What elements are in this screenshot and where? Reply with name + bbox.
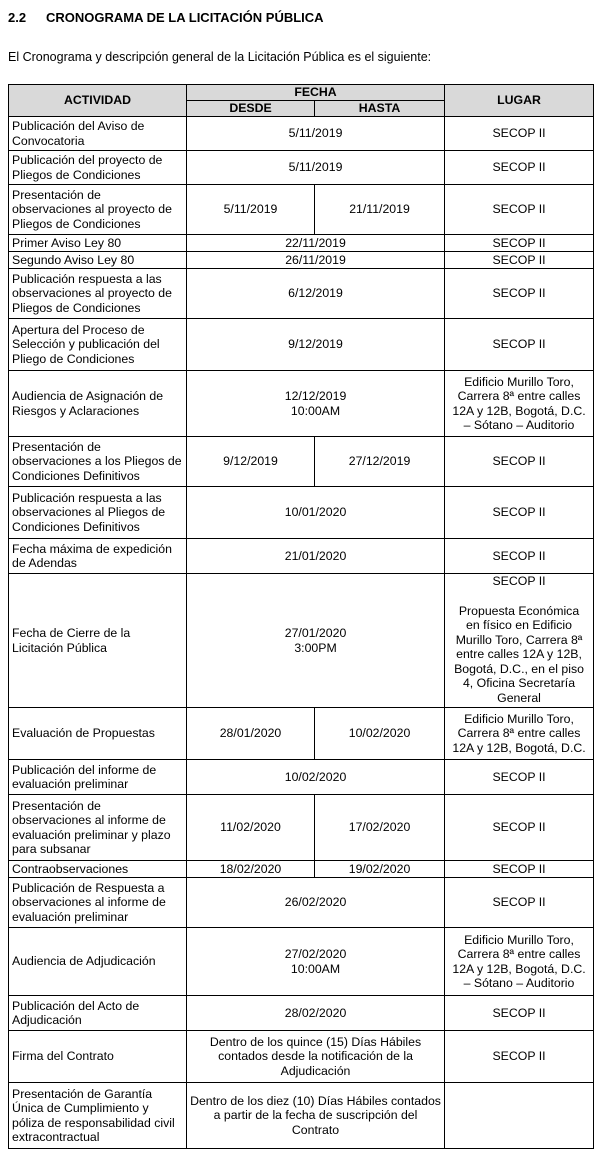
table-row xyxy=(9,1083,594,1149)
header-lugar: LUGAR xyxy=(445,85,594,117)
activity-cell: Firma del Contrato xyxy=(9,1031,187,1083)
activity-cell: Publicación del informe de evaluación preliminar xyxy=(9,760,187,795)
place-cell: SECOP II xyxy=(445,795,594,861)
place-cell: SECOP II xyxy=(445,151,594,185)
place-extra: Propuesta Económica en físico en Edificio Murillo Toro, Carrera 8ª entre calles 12A y 12B, Bogotá, D.C., en el piso 4, Oficina Secretaría General xyxy=(454,603,584,705)
activity-cell: Audiencia de Asignación de Riesgos y Aclaraciones xyxy=(9,371,187,437)
activity-cell: Publicación respuesta a las observaciones al proyecto de Pliegos de Condiciones xyxy=(9,269,187,319)
table-row xyxy=(9,437,594,487)
table-row xyxy=(9,760,594,795)
header-actividad: ACTIVIDAD xyxy=(9,85,187,117)
date-from-cell: 28/01/2020 xyxy=(187,708,315,760)
table-row xyxy=(9,928,594,996)
place-cell: SECOP II xyxy=(445,319,594,371)
date-cell: Dentro de los quince (15) Días Hábiles contados desde la notificación de la Adjudicación xyxy=(187,1031,445,1083)
place-cell: SECOP II xyxy=(445,1031,594,1083)
time-value: 10:00AM xyxy=(290,961,341,976)
activity-cell: Publicación respuesta a las observaciones al Pliegos de Condiciones Definitivos xyxy=(9,487,187,539)
time-value: 3:00PM xyxy=(294,640,337,655)
date-cell: 5/11/2019 xyxy=(187,151,445,185)
activity-cell: Publicación del Acto de Adjudicación xyxy=(9,996,187,1031)
activity-cell: Presentación de observaciones al informe de evaluación preliminar y plazo para subsanar xyxy=(9,795,187,861)
table-row xyxy=(9,574,594,708)
date-to-cell: 21/11/2019 xyxy=(315,185,445,235)
date-cell: Dentro de los diez (10) Días Hábiles contados a partir de la fecha de suscripción del Contrato xyxy=(187,1083,445,1149)
activity-cell: Contraobservaciones xyxy=(9,861,187,878)
date-to-cell: 17/02/2020 xyxy=(315,795,445,861)
activity-cell: Publicación del proyecto de Pliegos de Condiciones xyxy=(9,151,187,185)
place-cell: SECOP II xyxy=(445,861,594,878)
date-cell: 5/11/2019 xyxy=(187,117,445,151)
table-row xyxy=(9,487,594,539)
activity-cell: Presentación de observaciones al proyecto de Pliegos de Condiciones xyxy=(9,185,187,235)
activity-cell: Presentación de observaciones a los Pliegos de Condiciones Definitivos xyxy=(9,437,187,487)
place-cell: SECOP II xyxy=(445,235,594,252)
table-row xyxy=(9,252,594,269)
place-cell xyxy=(445,1083,594,1149)
date-cell: 9/12/2019 xyxy=(187,319,445,371)
table-row xyxy=(9,117,594,151)
time-value: 10:00AM xyxy=(290,403,341,418)
date-cell: 28/02/2020 xyxy=(187,996,445,1031)
date-time-cell xyxy=(187,574,445,708)
date-value: 27/02/2020 xyxy=(284,947,347,961)
date-cell: 10/02/2020 xyxy=(187,760,445,795)
place-cell: SECOP II xyxy=(445,760,594,795)
table-row xyxy=(9,371,594,437)
date-cell: 21/01/2020 xyxy=(187,539,445,574)
section-title: CRONOGRAMA DE LA LICITACIÓN PÚBLICA xyxy=(46,10,324,25)
table-row xyxy=(9,861,594,878)
table-row xyxy=(9,795,594,861)
place-cell: SECOP II xyxy=(445,269,594,319)
activity-cell: Fecha de Cierre de la Licitación Pública xyxy=(9,574,187,708)
table-row xyxy=(9,185,594,235)
date-from-cell: 11/02/2020 xyxy=(187,795,315,861)
table-row xyxy=(9,878,594,928)
date-from-cell: 9/12/2019 xyxy=(187,437,315,487)
table-row xyxy=(9,539,594,574)
header-hasta: HASTA xyxy=(315,101,445,117)
date-value: 27/01/2020 xyxy=(284,626,347,640)
place-cell: SECOP II xyxy=(445,437,594,487)
date-to-cell: 19/02/2020 xyxy=(315,861,445,878)
date-value: 12/12/2019 xyxy=(284,389,347,403)
activity-cell: Primer Aviso Ley 80 xyxy=(9,235,187,252)
activity-cell: Publicación de Respuesta a observaciones al informe de evaluación preliminar xyxy=(9,878,187,928)
activity-cell: Fecha máxima de expedición de Adendas xyxy=(9,539,187,574)
place-cell: SECOP II xyxy=(445,252,594,269)
table-row xyxy=(9,996,594,1031)
date-cell: 10/01/2020 xyxy=(187,487,445,539)
place-cell: SECOP II xyxy=(445,117,594,151)
date-from-cell: 5/11/2019 xyxy=(187,185,315,235)
activity-cell: Evaluación de Propuestas xyxy=(9,708,187,760)
date-time-cell xyxy=(187,928,445,996)
place-cell: SECOP II xyxy=(445,185,594,235)
place-value: SECOP II xyxy=(492,574,546,588)
table-row xyxy=(9,1031,594,1083)
date-time-cell xyxy=(187,371,445,437)
table-row xyxy=(9,151,594,185)
table-row xyxy=(9,235,594,252)
table-header xyxy=(9,85,594,117)
activity-cell: Segundo Aviso Ley 80 xyxy=(9,252,187,269)
section-heading xyxy=(8,10,324,25)
place-cell: SECOP II xyxy=(445,996,594,1031)
date-to-cell: 27/12/2019 xyxy=(315,437,445,487)
place-cell: Edificio Murillo Toro, Carrera 8ª entre calles 12A y 12B, Bogotá, D.C. xyxy=(445,708,594,760)
date-cell: 22/11/2019 xyxy=(187,235,445,252)
date-cell: 6/12/2019 xyxy=(187,269,445,319)
place-cell xyxy=(445,574,594,708)
place-cell: SECOP II xyxy=(445,487,594,539)
place-cell: SECOP II xyxy=(445,878,594,928)
table-row xyxy=(9,319,594,371)
date-from-cell: 18/02/2020 xyxy=(187,861,315,878)
intro-text: El Cronograma y descripción general de la Licitación Pública es el siguiente: xyxy=(8,50,432,64)
table-row xyxy=(9,708,594,760)
place-cell: Edificio Murillo Toro, Carrera 8ª entre calles 12A y 12B, Bogotá, D.C. – Sótano – Auditorio xyxy=(445,928,594,996)
schedule-table xyxy=(8,84,594,1149)
activity-cell: Audiencia de Adjudicación xyxy=(9,928,187,996)
date-to-cell: 10/02/2020 xyxy=(315,708,445,760)
place-cell: SECOP II xyxy=(445,539,594,574)
date-cell: 26/11/2019 xyxy=(187,252,445,269)
section-number: 2.2 xyxy=(8,10,27,25)
header-desde: DESDE xyxy=(187,101,315,117)
table-row xyxy=(9,269,594,319)
place-cell: Edificio Murillo Toro, Carrera 8ª entre calles 12A y 12B, Bogotá, D.C. – Sótano – Auditorio xyxy=(445,371,594,437)
date-cell: 26/02/2020 xyxy=(187,878,445,928)
activity-cell: Presentación de Garantía Única de Cumplimiento y póliza de responsabilidad civil extracontractual xyxy=(9,1083,187,1149)
header-fecha: FECHA xyxy=(187,85,445,101)
activity-cell: Apertura del Proceso de Selección y publicación del Pliego de Condiciones xyxy=(9,319,187,371)
activity-cell: Publicación del Aviso de Convocatoria xyxy=(9,117,187,151)
